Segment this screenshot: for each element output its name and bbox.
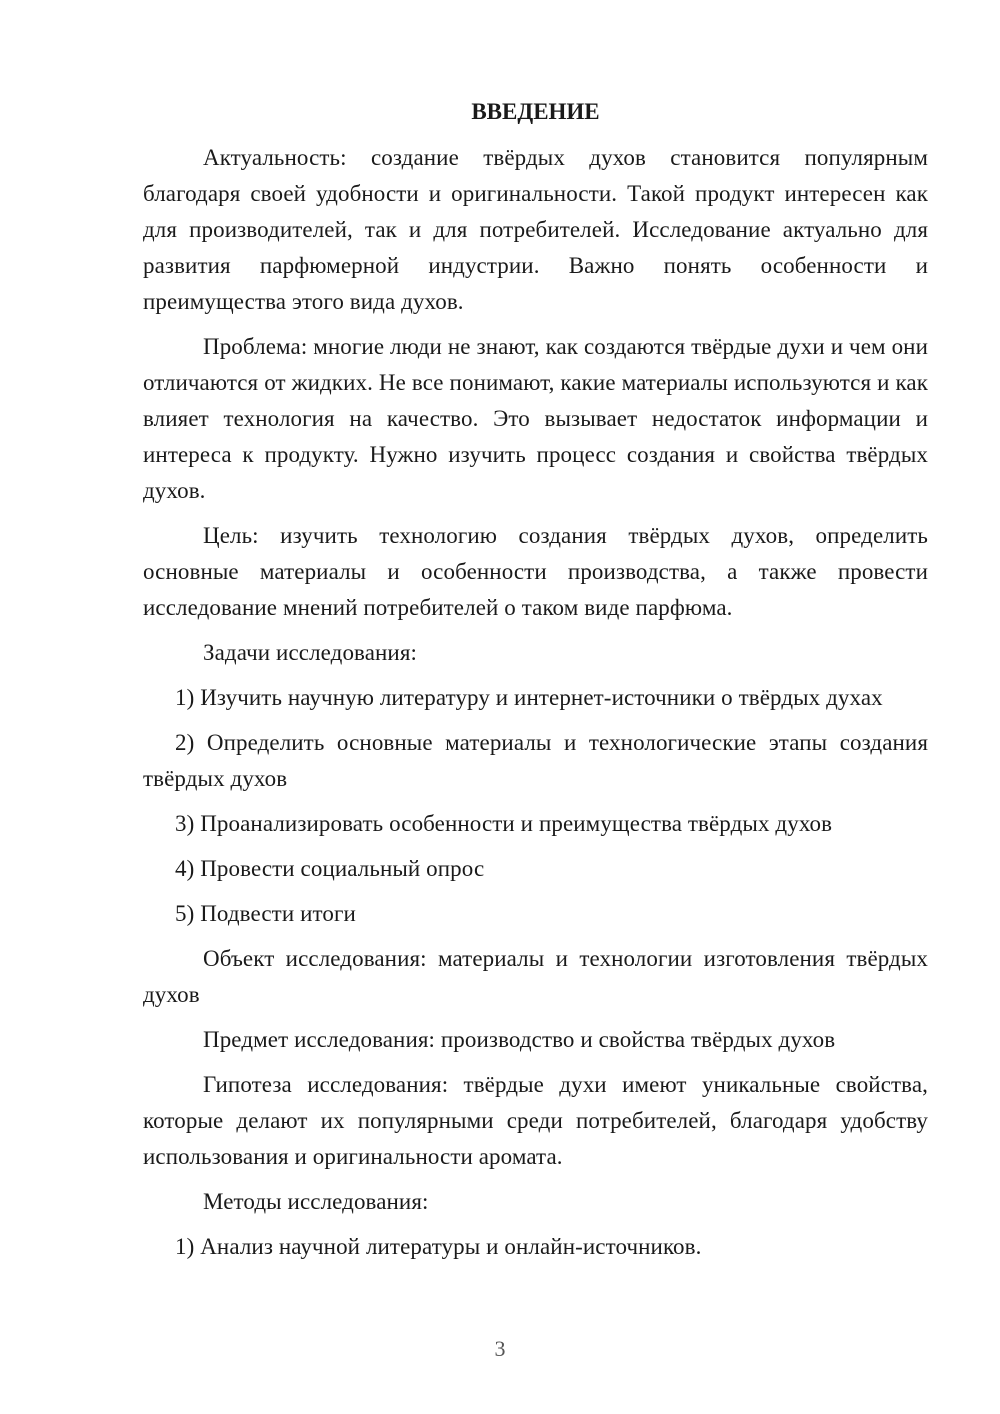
method-item: 1) Анализ научной литературы и онлайн-источников.	[175, 1234, 702, 1259]
task-item: 2) Определить основные материалы и технологические этапы создания твёрдых духов	[143, 730, 928, 791]
paragraph-relevance: Актуальность: создание твёрдых духов становится популярным благодаря своей удобности и оригинальности. Такой продукт интересен как для производителей, так и для потребителей. Исследование актуально для развития парфюмерной индустрии. Важно понять особенности и преимущества этого вида духов.	[143, 145, 928, 314]
task-item: 3) Проанализировать особенности и преимущества твёрдых духов	[175, 811, 833, 836]
tasks-heading: Задачи исследования:	[203, 640, 418, 665]
paragraph-subject: Предмет исследования: производство и свойства твёрдых духов	[203, 1027, 836, 1052]
section-title: ВВЕДЕНИЕ	[471, 99, 600, 124]
task-item: 4) Провести социальный опрос	[175, 856, 485, 881]
task-item: 1) Изучить научную литературу и интернет-источники о твёрдых духах	[175, 685, 883, 710]
methods-heading: Методы исследования:	[203, 1189, 429, 1214]
task-item: 5) Подвести итоги	[175, 901, 356, 926]
paragraph-problem: Проблема: многие люди не знают, как создаются твёрдые духи и чем они отличаются от жидких. Не все понимают, какие материалы используются и как влияет технология на качество. Это вызывает недостаток информации и интереса к продукту. Нужно изучить процесс создания и свойства твёрдых духов.	[143, 334, 928, 503]
paragraph-goal: Цель: изучить технологию создания твёрдых духов, определить основные материалы и особенности производства, а также провести исследование мнений потребителей о таком виде парфюма.	[143, 523, 928, 620]
paragraph-hypothesis: Гипотеза исследования: твёрдые духи имеют уникальные свойства, которые делают их популярными среди потребителей, благодаря удобству использования и оригинальности аромата.	[143, 1072, 928, 1169]
paragraph-object: Объект исследования: материалы и технологии изготовления твёрдых духов	[143, 946, 928, 1007]
page-number: 3	[494, 1336, 506, 1361]
